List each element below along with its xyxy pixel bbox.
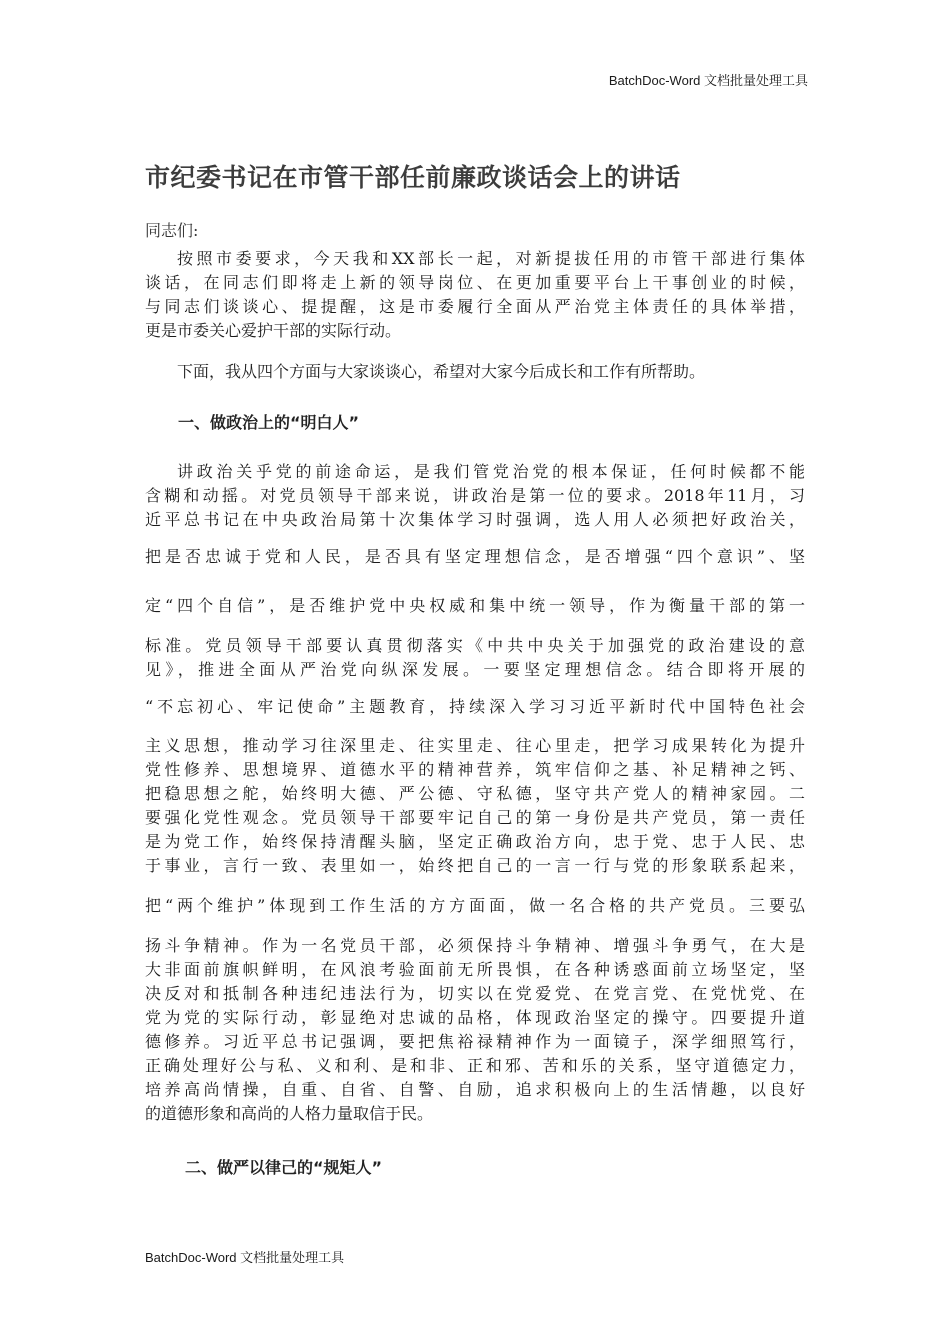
paragraph-line: 更是市委关心爱护干部的实际行动。	[145, 321, 402, 340]
paragraph-line: 的道德形象和高尚的人格力量取信于民。	[145, 1104, 434, 1123]
paragraph-line: 党性修养、思想境界、道德水平的精神营养，筑牢信仰之基、补足精神之钙、	[145, 760, 805, 779]
paragraph-line: 标准。党员领导干部要认真贯彻落实《中共中央关于加强党的政治建设的意	[145, 636, 805, 655]
header-note: BatchDoc-Word 文档批量处理工具	[608, 73, 808, 88]
paragraph-line: 含糊和动摇。对党员领导干部来说，讲政治是第一位的要求。2018年11月，习	[145, 486, 805, 505]
paragraph-line: 决反对和抵制各种违纪违法行为，切实以在党爱党、在党言党、在党忧党、在	[145, 984, 805, 1003]
paragraph-line: 与同志们谈谈心、提提醒，这是市委履行全面从严治党主体责任的具体举措，	[145, 297, 805, 316]
paragraph-line: 按照市委要求，今天我和XX部长一起，对新提拔任用的市管干部进行集体	[177, 249, 805, 268]
paragraph-line: 是为党工作，始终保持清醒头脑，坚定正确政治方向，忠于党、忠于人民、忠	[145, 832, 805, 851]
paragraph-line: 把稳思想之舵，始终明大德、严公德、守私德，坚守共产党人的精神家园。二	[145, 784, 805, 803]
footer-note: BatchDoc-Word 文档批量处理工具	[145, 1250, 345, 1265]
paragraph-line: 主义思想，推动学习往深里走、往实里走、往心里走，把学习成果转化为提升	[145, 736, 805, 755]
paragraph-line: 定“四个自信”，是否维护党中央权威和集中统一领导，作为衡量干部的第一	[145, 596, 805, 615]
paragraph-line: 把“两个维护”体现到工作生活的方方面面，做一名合格的共产党员。三要弘	[145, 896, 805, 915]
paragraph-line: 要强化党性观念。党员领导干部要牢记自己的第一身份是共产党员，第一责任	[145, 808, 805, 827]
paragraph-line: 见》，推进全面从严治党向纵深发展。一要坚定理想信念。结合即将开展的	[145, 660, 805, 679]
paragraph-line: 把是否忠诚于党和人民，是否具有坚定理想信念，是否增强“四个意识”、坚	[145, 547, 805, 566]
document-title: 市纪委书记在市管干部任前廉政谈话会上的讲话	[145, 163, 681, 192]
paragraph-line: 谈话，在同志们即将走上新的领导岗位、在更加重要平台上干事创业的时候，	[145, 273, 805, 292]
greeting: 同志们:	[145, 221, 199, 240]
paragraph-line: 近平总书记在中央政治局第十次集体学习时强调，选人用人必须把好政治关，	[145, 510, 805, 529]
paragraph-line: 培养高尚情操，自重、自省、自警、自励，追求积极向上的生活情趣，以良好	[145, 1080, 805, 1099]
paragraph-line: 讲政治关乎党的前途命运，是我们管党治党的根本保证，任何时候都不能	[177, 462, 805, 481]
section-heading-1: 一、做政治上的“明白人”	[178, 413, 360, 432]
paragraph-line: 德修养。习近平总书记强调，要把焦裕禄精神作为一面镜子，深学细照笃行，	[145, 1032, 805, 1051]
paragraph-line: 大非面前旗帜鲜明，在风浪考验面前无所畏惧，在各种诱惑面前立场坚定，坚	[145, 960, 805, 979]
paragraph-line: “不忘初心、牢记使命”主题教育，持续深入学习习近平新时代中国特色社会	[145, 697, 805, 716]
section-heading-2: 二、做严以律己的“规矩人”	[185, 1158, 383, 1177]
paragraph-line: 党为党的实际行动，彰显绝对忠诚的品格，体现政治坚定的操守。四要提升道	[145, 1008, 805, 1027]
paragraph-line: 下面，我从四个方面与大家谈谈心，希望对大家今后成长和工作有所帮助。	[177, 362, 706, 381]
paragraph-line: 扬斗争精神。作为一名党员干部，必须保持斗争精神、增强斗争勇气，在大是	[145, 936, 805, 955]
paragraph-line: 于事业，言行一致、表里如一，始终把自己的一言一行与党的形象联系起来，	[145, 856, 805, 875]
paragraph-line: 正确处理好公与私、义和利、是和非、正和邪、苦和乐的关系，坚守道德定力，	[145, 1056, 805, 1075]
